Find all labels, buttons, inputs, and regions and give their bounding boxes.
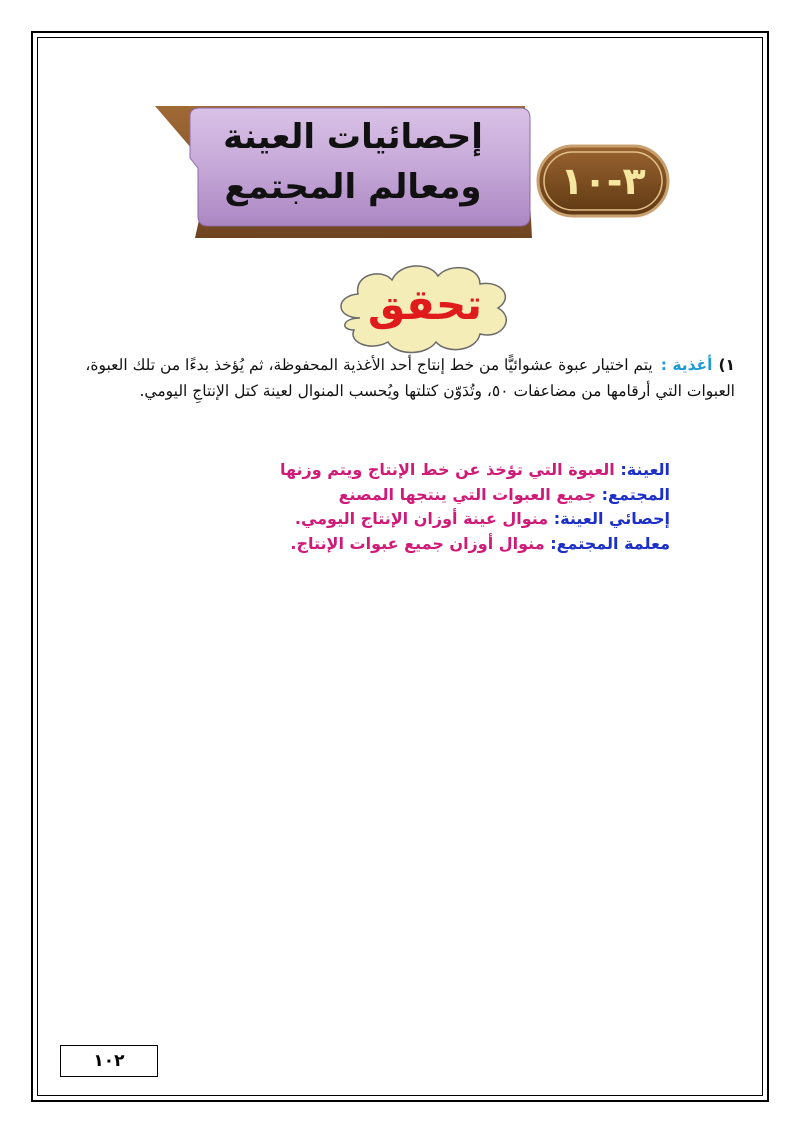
lesson-title-banner: [150, 98, 670, 248]
question-text: يتم اختيار عبوة عشوائيًّا من خط إنتاج أحد الأغذية المحفوظة، ثم يُؤخذ بدءًا من تلك العبوة، العبوات التي أرقامها من مضاعفات ٥٠، وتُدَوّن كتلتها ويُحسب المنوال لعينة كتل الإنتاجِ اليومي.: [85, 356, 735, 400]
question-1: [70, 352, 735, 404]
answer-term: المجتمع:: [601, 484, 670, 504]
answer-term: العينة:: [620, 460, 670, 479]
answer-block: [150, 458, 670, 556]
question-number: ١): [718, 356, 735, 374]
lesson-title-line2: ومعالم المجتمع: [224, 167, 482, 207]
page-number: ١٠٢: [60, 1045, 158, 1077]
lesson-title-line1: إحصائيات العينة: [223, 117, 483, 157]
answer-definition: منوال عينة أوزان الإنتاج اليومي.: [294, 509, 549, 528]
lesson-title: [188, 112, 518, 212]
answer-term: إحصائي العينة:: [553, 509, 670, 528]
answer-line: [150, 532, 670, 557]
section-number-badge: ٣-١٠: [560, 159, 646, 203]
answer-line: [150, 507, 670, 532]
answer-definition: جميع العبوات التي ينتجها المصنع: [338, 484, 597, 504]
question-topic-label: أغذية :: [660, 356, 713, 374]
answer-definition: العبوة التي تؤخذ عن خط الإنتاج ويتم وزنها: [279, 460, 615, 479]
check-label: تحقق: [367, 280, 483, 329]
answer-line: [150, 483, 670, 508]
answer-line: [150, 458, 670, 483]
answer-definition: منوال أوزان جميع عبوات الإنتاج.: [290, 533, 545, 553]
answer-term: معلمة المجتمع:: [550, 533, 670, 553]
check-cloud: [330, 258, 520, 358]
